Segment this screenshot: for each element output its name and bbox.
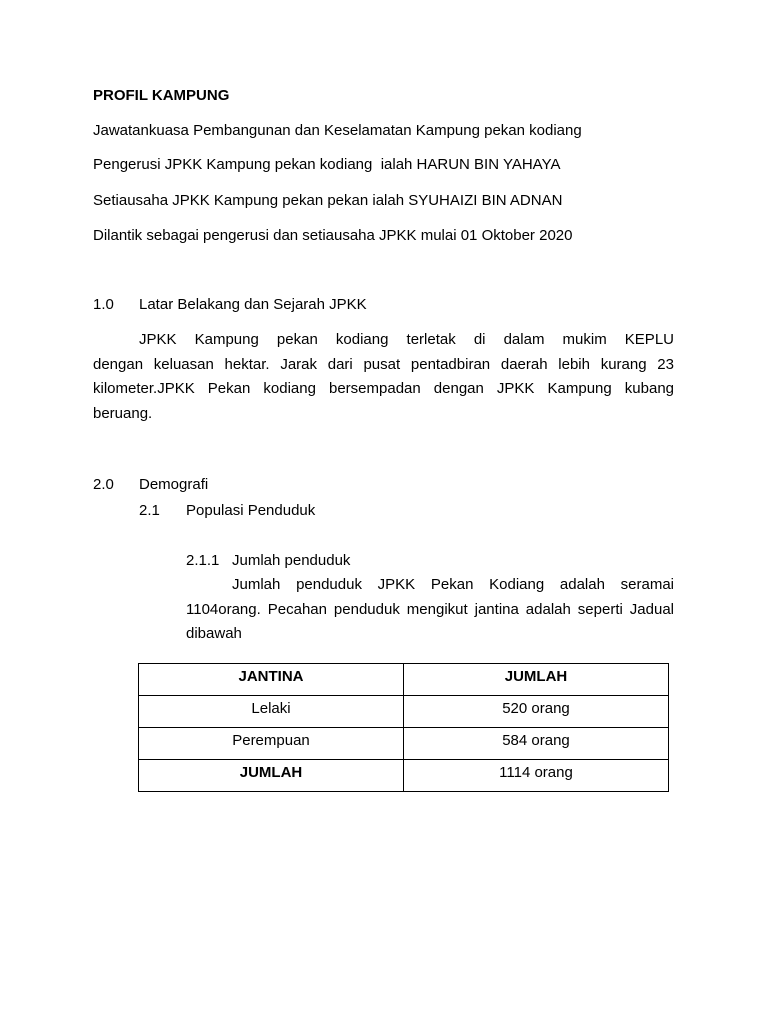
paragraph-line: dengan keluasan hektar. Jarak dari pusat pentadbiran daerah lebih kurang 23 [93, 355, 674, 373]
cell-count: 584 orang [404, 728, 669, 760]
subsection-2-1-1-number: 2.1.1 [186, 552, 220, 569]
total-label: JUMLAH [139, 760, 404, 792]
total-value: 1114 orang [404, 760, 669, 792]
secretary-line: Setiausaha JPKK Kampung pekan pekan ialah SYUHAIZI BIN ADNAN [93, 192, 563, 209]
table-header-row [139, 664, 669, 696]
subsection-2-1-1-title: Jumlah penduduk [232, 552, 351, 569]
population-paragraph [186, 573, 674, 647]
paragraph-line: kilometer.JPKK Pekan kodiang bersempadan dengan JPKK Kampung kubang [93, 380, 674, 397]
subsection-2-1-title: Populasi Penduduk [186, 502, 316, 519]
table-row [139, 696, 669, 728]
header-jantina: JANTINA [139, 664, 404, 696]
subsection-2-1-number: 2.1 [139, 502, 160, 519]
committee-line: Jawatankuasa Pembangunan dan Keselamatan Kampung pekan kodiang [93, 122, 582, 139]
page-title: PROFIL KAMPUNG [93, 87, 230, 104]
paragraph-line: JPKK Kampung pekan kodiang terletak di dalam mukim KEPLU [139, 331, 674, 348]
paragraph-line: beruang. [93, 404, 153, 422]
cell-gender: Lelaki [139, 696, 404, 728]
section-1-paragraph [93, 328, 674, 426]
header-jumlah: JUMLAH [404, 664, 669, 696]
chairman-line: Pengerusi JPKK Kampung pekan kodiang ialah HARUN BIN YAHAYA [93, 156, 561, 173]
section-1-number: 1.0 [93, 296, 114, 313]
table-row [139, 728, 669, 760]
appointment-line: Dilantik sebagai pengerusi dan setiausaha JPKK mulai 01 Oktober 2020 [93, 227, 573, 244]
cell-count: 520 orang [404, 696, 669, 728]
section-1-title: Latar Belakang dan Sejarah JPKK [139, 296, 367, 313]
paragraph-line: Jumlah penduduk JPKK Pekan Kodiang adalah seramai [232, 576, 674, 593]
section-2-number: 2.0 [93, 476, 114, 493]
section-2-title: Demografi [139, 476, 209, 493]
cell-gender: Perempuan [139, 728, 404, 760]
paragraph-line: dibawah [186, 625, 242, 642]
paragraph-line: 1104orang. Pecahan penduduk mengikut jantina adalah seperti Jadual [186, 600, 674, 618]
table-total-row [139, 760, 669, 792]
population-table [138, 663, 669, 792]
